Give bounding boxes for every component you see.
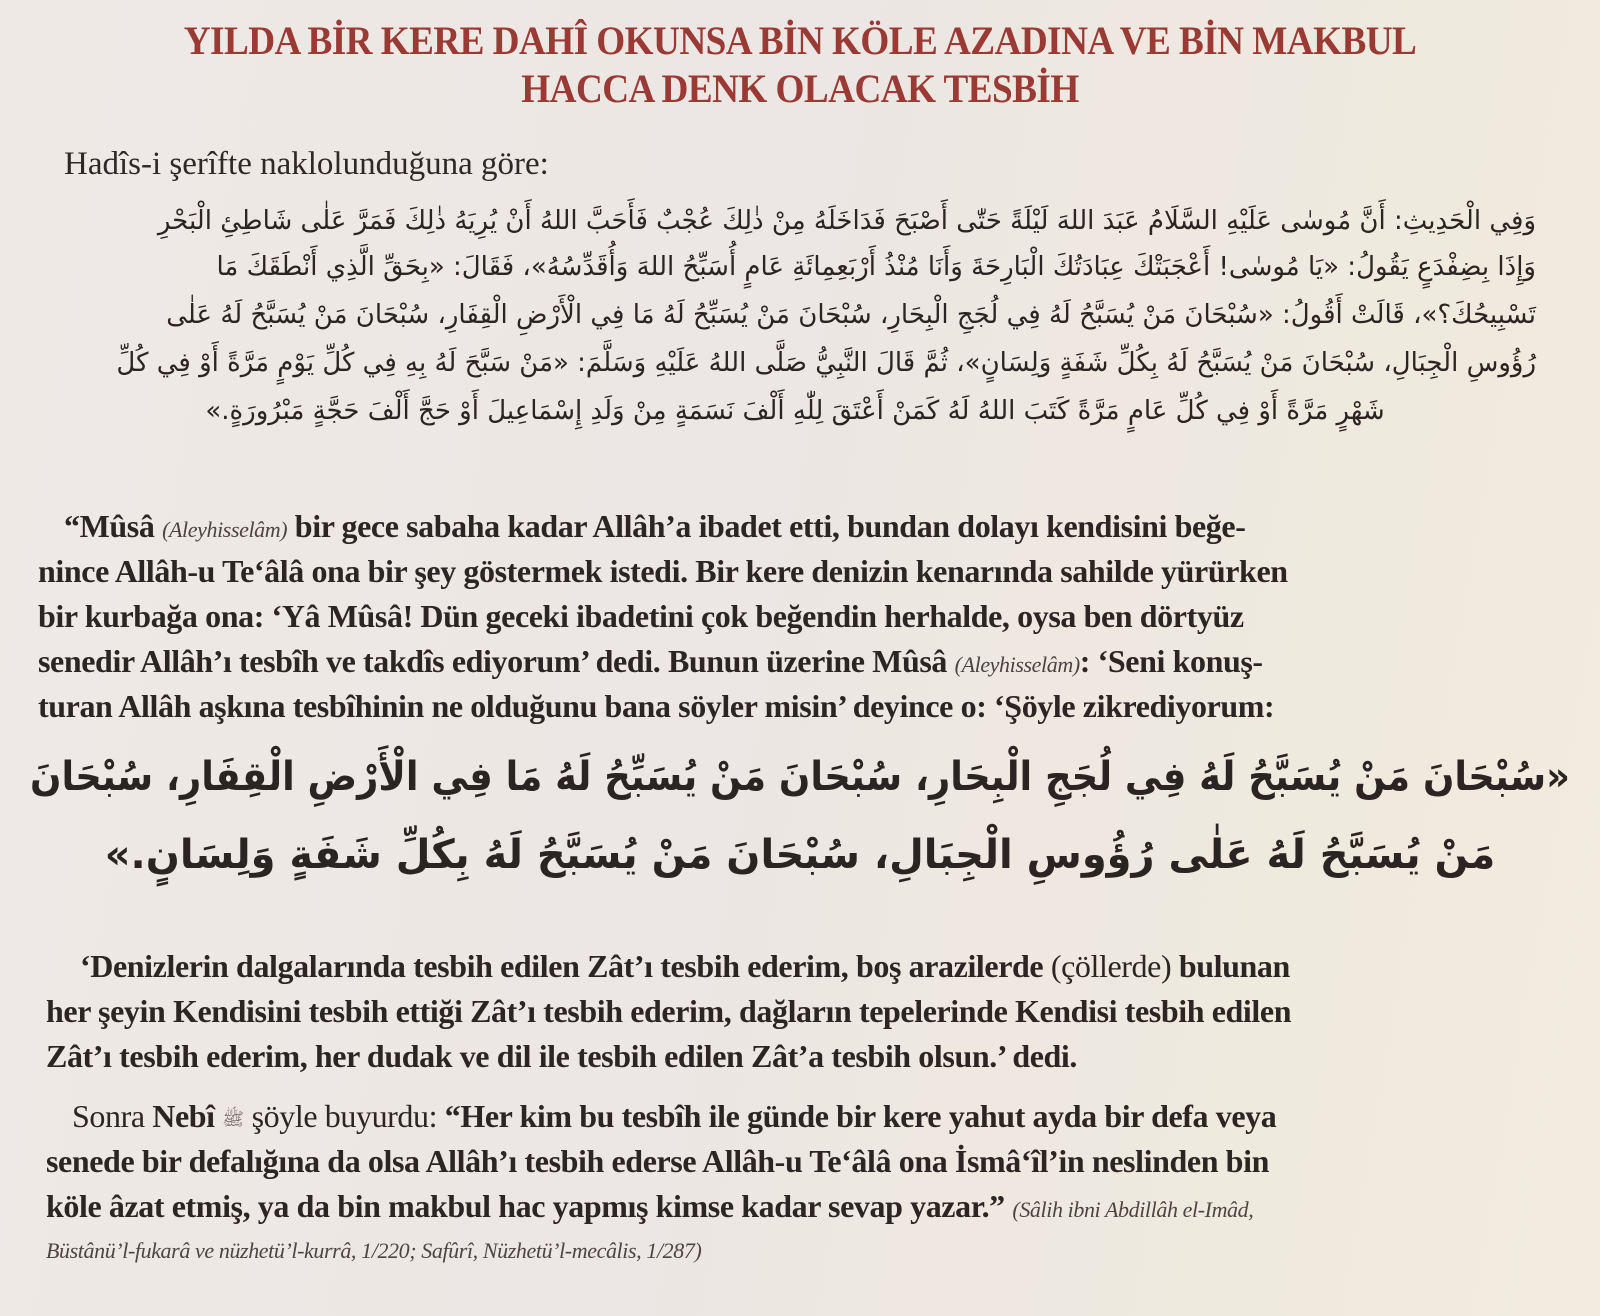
arabic-hadith-line-2: وَإِذَا بِضِفْدَعٍ يَقُولُ: «يَا مُوسٰى! أَعْجَبَتْكَ عِبَادَتُكَ الْبَارِحَةَ وَأَنَا مُنْذُ أَرْبَعِمِائَةِ عَامٍ أُسَبِّحُ اللهَ وَأُقَدِّسُهُ»، فَقَالَ: «بِحَقِّ الَّذِي أَنْطَقَكَ مَا: [216, 252, 1536, 282]
translation-open: “Mûsâ: [64, 508, 163, 544]
salawat-icon: ﷺ: [222, 1109, 245, 1131]
translation-part-a: senedir Allâh’ı tesbîh ve takdîs ediyorum’ dedi. Bunun üzerine Mûsâ: [38, 643, 955, 679]
meaning-line-3: Zât’ı tesbih ederim, her dudak ve dil ile tesbih edilen Zât’a tesbih olsun.’ dedi.: [46, 1038, 1078, 1074]
conclusion-line-2: senede bir defalığına da olsa Allâh’ı tesbih ederse Allâh-u Te‘âlâ ona İsmâ‘îl’in neslinden bin: [46, 1143, 1269, 1179]
translation-line-2: nince Allâh-u Te‘âlâ ona bir şey göstermek istedi. Bir kere denizin kenarında sahilde yürürken: [38, 553, 1288, 589]
conclusion-soyle: şöyle buyurdu:: [244, 1098, 445, 1134]
arabic-tesbih-line-2: مَنْ يُسَبَّحُ لَهُ عَلٰى رُؤُوسِ الْجِبَالِ، سُبْحَانَ مَنْ يُسَبَّحُ لَهُ بِكُلِّ شَفَةٍ وَلِسَانٍ.»: [104, 832, 1496, 878]
translation-line-5: turan Allâh aşkına tesbîhinin ne olduğunu bana söyler misin’ deyince o: ‘Şöyle zikrediyorum:: [38, 688, 1275, 724]
arabic-hadith-line-3: تَسْبِيحُكَ؟»، قَالَتْ أَقُولُ: «سُبْحَانَ مَنْ يُسَبَّحُ لَهُ فِي لُجَجِ الْبِحَارِ، سُبْحَانَ مَنْ يُسَبِّحُ لَهُ مَا فِي الْأَرْضِ الْقِفَارِ، سُبْحَانَ مَنْ يُسَبَّحُ لَهُ عَلٰى: [166, 300, 1536, 330]
meaning-paren: (çöllerde): [1050, 948, 1172, 984]
intro-text: Hadîs-i şerîfte naklolunduğuna göre:: [64, 146, 549, 182]
page-title-line-2: HACCA DENK OLACAK TESBİH: [521, 66, 1079, 111]
translation-rest: bir gece sabaha kadar Allâh’a ibadet etti, bundan dolayı kendisini beğe-: [287, 508, 1246, 544]
conclusion-end: köle âzat etmiş, ya da bin makbul hac yapmış kimse kadar sevap yazar.”: [46, 1188, 1005, 1224]
meaning-line-1: [80, 944, 1510, 989]
aleyhisselam-note: (Aleyhisselâm): [162, 517, 288, 542]
arabic-hadith-line-1: وَفِي الْحَدِيثِ: أَنَّ مُوسٰى عَلَيْهِ السَّلَامُ عَبَدَ اللهَ لَيْلَةً حَتّٰى أَصْبَحَ فَدَاخَلَهُ مِنْ ذٰلِكَ عُجْبٌ فَأَحَبَّ اللهُ أَنْ يُرِيَهُ ذٰلِكَ فَمَرَّ عَلٰى شَاطِئِ الْبَحْرِ: [157, 206, 1536, 236]
conclusion-nebi: Nebî: [152, 1098, 215, 1134]
page-title-line-1: YILDA BİR KERE DAHÎ OKUNSA BİN KÖLE AZADINA VE BİN MAKBUL: [183, 18, 1417, 63]
conclusion-line-1: [72, 1094, 1512, 1142]
conclusion-line-3: [46, 1184, 1516, 1232]
source-citation-b: Büstânü’l-fukarâ ve nüzhetü’l-kurrâ, 1/220; Safûrî, Nüzhetü’l-mecâlis, 1/287): [46, 1238, 702, 1263]
arabic-tesbih-line-1: «سُبْحَانَ مَنْ يُسَبَّحُ لَهُ فِي لُجَجِ الْبِحَارِ، سُبْحَانَ مَنْ يُسَبِّحُ لَهُ مَا فِي الْأَرْضِ الْقِفَارِ، سُبْحَانَ: [29, 754, 1570, 800]
translation-line-3: bir kurbağa ona: ‘Yâ Mûsâ! Dün geceki ibadetini çok beğendin herhalde, oysa ben dörtyüz: [38, 598, 1244, 634]
translation-line-4: [38, 639, 1508, 687]
meaning-part-a: ‘Denizlerin dalgalarında tesbih edilen Zât’ı tesbih ederim, boş arazilerde: [80, 948, 1051, 984]
meaning-part-b: bulunan: [1171, 948, 1290, 984]
conclusion-quote: “Her kim bu tesbîh ile günde bir kere yahut ayda bir defa veya: [444, 1098, 1277, 1134]
translation-line-1: [64, 504, 1504, 552]
meaning-line-2: her şeyin Kendisini tesbih ettiği Zât’ı tesbih ederim, dağların tepelerinde Kendisi tesbih edilen: [46, 993, 1292, 1029]
arabic-hadith-line-4: رُؤُوسِ الْجِبَالِ، سُبْحَانَ مَنْ يُسَبَّحُ لَهُ بِكُلِّ شَفَةٍ وَلِسَانٍ»، ثُمَّ قَالَ النَّبِيُّ صَلَّى اللهُ عَلَيْهِ وَسَلَّمَ: «مَنْ سَبَّحَ لَهُ بِهِ فِي كُلِّ يَوْمٍ مَرَّةً أَوْ فِي كُلِّ: [116, 348, 1536, 378]
aleyhisselam-note-2: (Aleyhisselâm): [954, 652, 1080, 677]
translation-part-b: : ‘Seni konuş-: [1079, 643, 1263, 679]
arabic-hadith-line-5: شَهْرٍ مَرَّةً أَوْ فِي كُلِّ عَامٍ مَرَّةً كَتَبَ اللهُ لَهُ كَمَنْ أَعْتَقَ لِلّٰهِ أَلْفَ نَسَمَةٍ مِنْ وَلَدِ إِسْمَاعِيلَ أَوْ حَجَّ أَلْفَ حَجَّةٍ مَبْرُورَةٍ.»: [205, 396, 1385, 426]
conclusion-sonra: Sonra: [72, 1098, 153, 1134]
source-citation-a: (Sâlih ibni Abdillâh el-Imâd,: [1012, 1197, 1254, 1222]
